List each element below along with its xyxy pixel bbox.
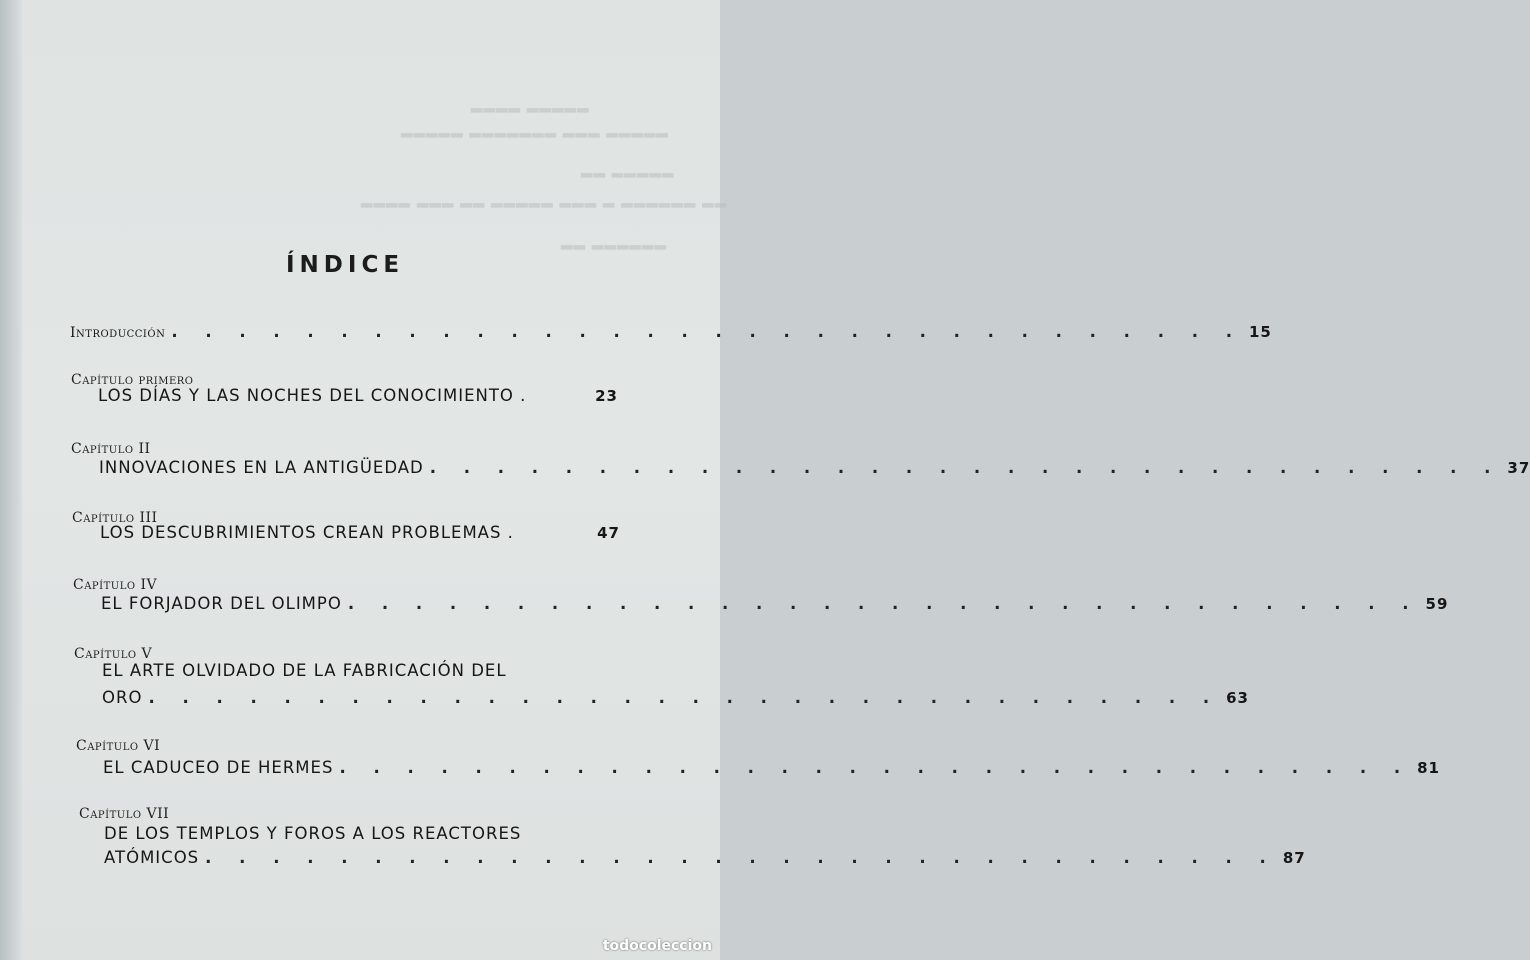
dot-leader: . . . . . . . . . . . . . . . . . . . . . . . . . . . . . . . . bbox=[148, 688, 1221, 707]
toc-entry-chapter-3 bbox=[100, 523, 620, 542]
page-number: 87 bbox=[1282, 849, 1306, 867]
chapter-label: Capítulo IV bbox=[73, 577, 158, 593]
chapter-label: Capítulo III bbox=[72, 510, 158, 526]
chapter-label: Capítulo primero bbox=[71, 372, 194, 388]
toc-entry-chapter-7-line-2 bbox=[104, 848, 1306, 867]
chapter-label: Capítulo VI bbox=[76, 738, 161, 754]
show-through-line: ▂▂▂▂▂ ▂▂▂ ▂▂▂▂▂▂▂ ▂▂▂▂▂ bbox=[400, 120, 669, 138]
page-number: 63 bbox=[1226, 689, 1249, 707]
toc-entry-chapter-4 bbox=[101, 594, 1449, 613]
chapter-label: Capítulo VII bbox=[79, 806, 170, 822]
chapter-title-continued: ATÓMICOS bbox=[104, 848, 200, 867]
chapter-title: EL ARTE OLVIDADO DE LA FABRICACIÓN DEL bbox=[102, 661, 507, 680]
page-number: 37 bbox=[1507, 459, 1530, 477]
toc-entry-chapter-1 bbox=[98, 386, 618, 405]
toc-entry-chapter-6 bbox=[103, 758, 1440, 777]
chapter-title: EL CADUCEO DE HERMES bbox=[103, 758, 334, 777]
dot-leader: . . . . . . . . . . . . . . . . . . . . . . . . . . . . . . . . bbox=[171, 322, 1243, 341]
toc-entry-chapter-2 bbox=[99, 458, 1530, 477]
page-number: 15 bbox=[1248, 323, 1272, 341]
chapter-title: DE LOS TEMPLOS Y FOROS A LOS REACTORES bbox=[104, 824, 522, 843]
page-title: ÍNDICE bbox=[286, 252, 405, 278]
show-through-line: ▂▂▂▂▂▂ ▂▂ bbox=[560, 232, 667, 250]
chapter-title: EL FORJADOR DEL OLIMPO bbox=[101, 594, 342, 613]
toc-entry-label: Introducción bbox=[70, 325, 166, 341]
dot-leader: . . . . . . . . . . . . . . . . . . . . . . . . . . . . . . . . bbox=[205, 848, 1277, 867]
toc-entry-chapter-5-line-1 bbox=[102, 661, 622, 680]
page-number: 81 bbox=[1417, 759, 1440, 777]
show-through-line: ▂▂ ▂▂▂▂▂▂ ▂ ▂▂▂ ▂▂▂▂▂ ▂▂ ▂▂▂ ▂▂▂▂ bbox=[360, 190, 727, 208]
chapter-label: Capítulo II bbox=[71, 441, 151, 457]
toc-entry-intro bbox=[70, 322, 1272, 341]
chapter-title-continued: ORO bbox=[102, 688, 143, 707]
watermark-logo: todocoleccion bbox=[602, 938, 712, 954]
page-number: 47 bbox=[597, 524, 620, 542]
chapter-label: Capítulo V bbox=[74, 646, 153, 662]
page-number: 23 bbox=[595, 387, 618, 405]
toc-entry-chapter-7-line-1 bbox=[104, 824, 624, 843]
chapter-title: LOS DESCUBRIMIENTOS CREAN PROBLEMAS . bbox=[100, 523, 514, 542]
dot-leader: . . . . . . . . . . . . . . . . . . . . . . . . . . . . . . . . bbox=[339, 758, 1412, 777]
toc-entry-chapter-5-line-2 bbox=[102, 688, 1249, 707]
chapter-title: LOS DÍAS Y LAS NOCHES DEL CONOCIMIENTO . bbox=[98, 386, 527, 405]
chapter-title: INNOVACIONES EN LA ANTIGÜEDAD bbox=[99, 458, 424, 477]
page-binding-edge bbox=[0, 0, 22, 960]
show-through-line: ▂▂▂▂▂ ▂▂ bbox=[580, 160, 674, 178]
page-number: 59 bbox=[1425, 595, 1449, 613]
dot-leader: . . . . . . . . . . . . . . . . . . . . . . . . . . . . . . . . bbox=[347, 594, 1420, 613]
show-through-line: ▂▂▂▂▂ ▂▂▂▂ bbox=[470, 95, 589, 113]
dot-leader: . . . . . . . . . . . . . . . . . . . . . . . . . . . . . . . . bbox=[429, 458, 1502, 477]
